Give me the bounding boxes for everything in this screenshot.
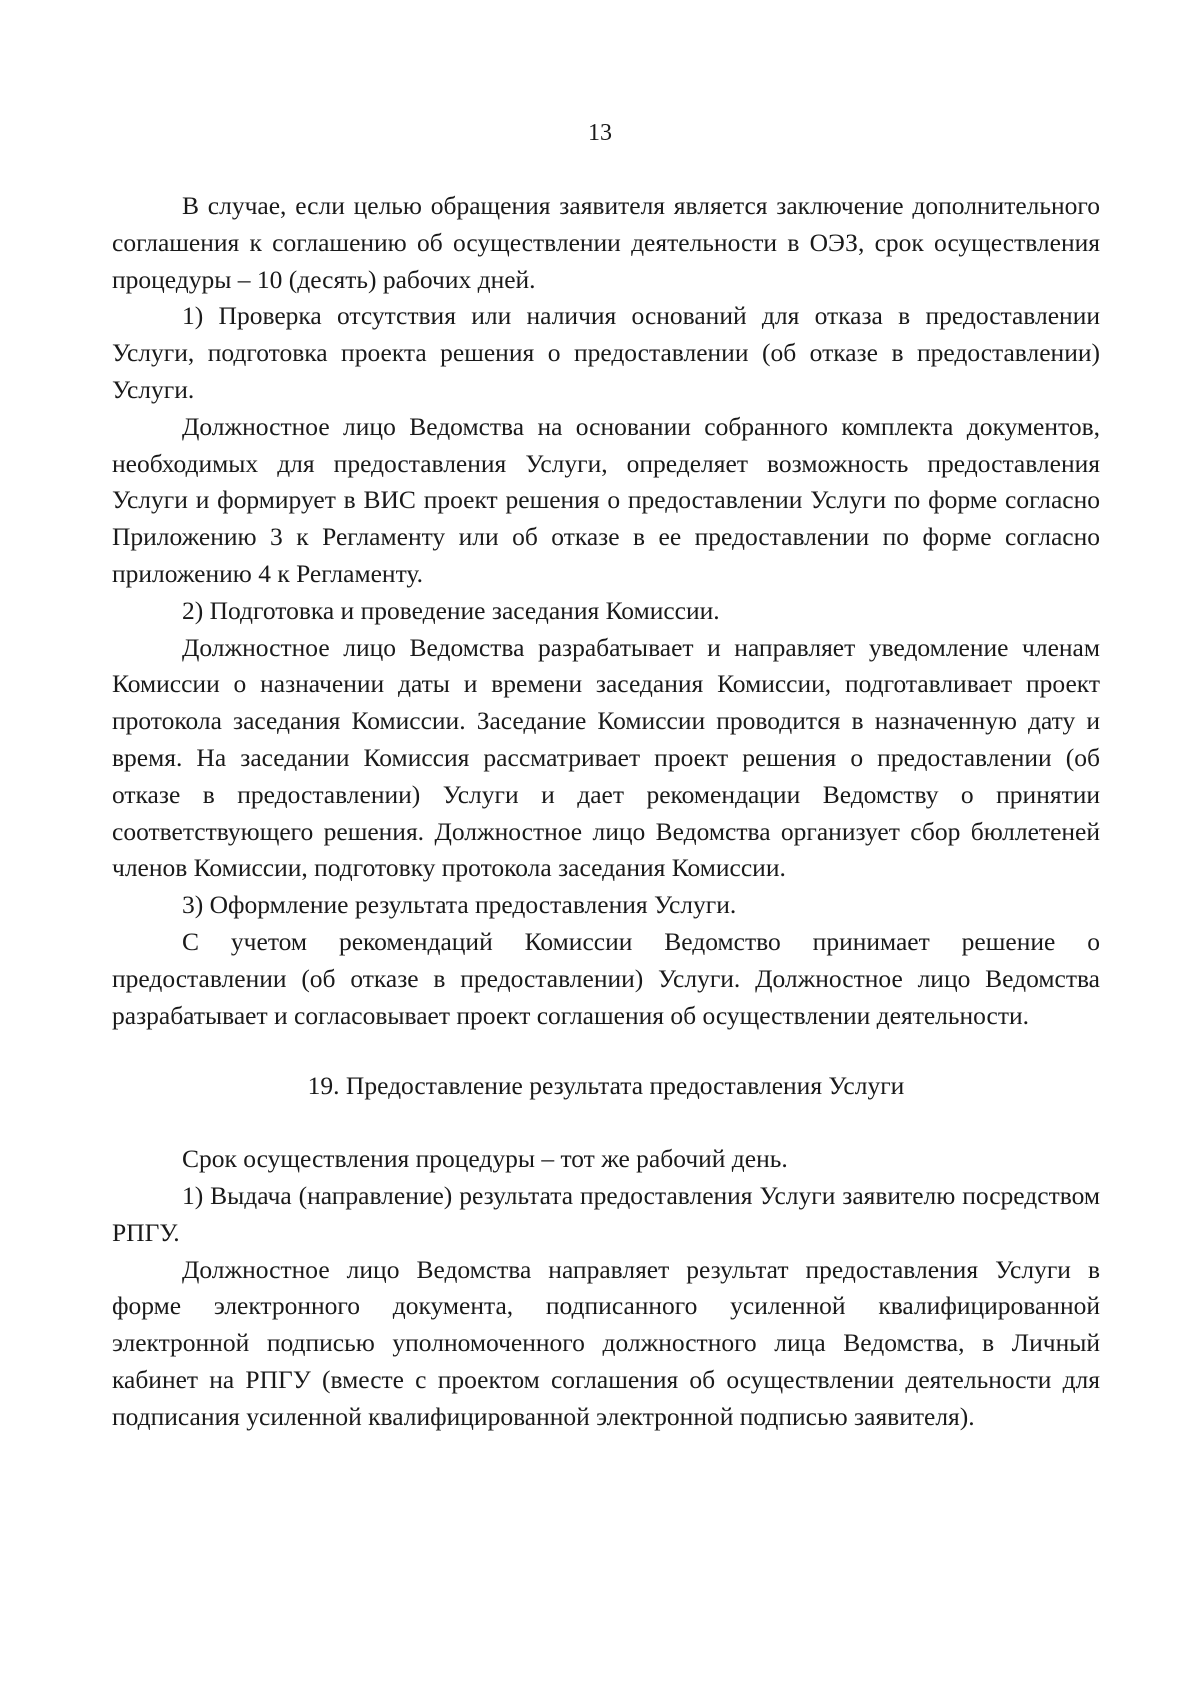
paragraph: 3) Оформление результата предоставления Услуги.: [182, 890, 737, 920]
paragraph: 1) Выдача (направление) результата предоставления Услуги заявителю посредством РПГУ.: [112, 1180, 1100, 1247]
section-heading: 19. Предоставление результата предоставления Услуги: [307, 1071, 905, 1101]
paragraph: Должностное лицо Ведомства направляет результат предоставления Услуги в форме электронного документа, подписанного усиленной квалифицированной электронной подписью уполномоченного должностного лица Ведомства, в Личный кабинет на РПГУ (вместе с проектом соглашения об осуществлении деятельности для подписания усиленной квалифицированной электронной подписью заявителя).: [112, 1254, 1100, 1431]
paragraph: Срок осуществления процедуры – тот же рабочий день.: [182, 1144, 788, 1174]
paragraph: С учетом рекомендаций Комиссии Ведомство принимает решение о предоставлении (об отказе в предоставлении) Услуги. Должностное лицо Ведомства разрабатывает и согласовывает проект соглашения об осуществлении деятельности.: [112, 926, 1100, 1030]
paragraph: В случае, если целью обращения заявителя является заключение дополнительного соглашения к соглашению об осуществлении деятельности в ОЭЗ, срок осуществления процедуры – 10 (десять) рабочих дней.: [112, 191, 1100, 294]
paragraph: 1) Проверка отсутствия или наличия оснований для отказа в предоставлении Услуги, подготовка проекта решения о предоставлении (об отказе в предоставлении) Услуги.: [112, 301, 1100, 404]
page-number: 13: [588, 120, 612, 146]
paragraph: 2) Подготовка и проведение заседания Комиссии.: [182, 595, 720, 625]
document-body: [112, 188, 1100, 1436]
paragraph: Должностное лицо Ведомства разрабатывает и направляет уведомление членам Комиссии о назначении даты и времени заседания Комиссии, подготавливает проект протокола заседания Комиссии. Заседание Комиссии проводится в назначенную дату и время. На заседании Комиссия рассматривает проект решения о предоставлении (об отказе в предоставлении) Услуги и дает рекомендации Ведомству о принятии соответствующего решения. Должностное лицо Ведомства организует сбор бюллетеней членов Комиссии, подготовку протокола заседания Комиссии.: [112, 632, 1100, 883]
paragraph: Должностное лицо Ведомства на основании собранного комплекта документов, необходимых для предоставления Услуги, определяет возможность предоставления Услуги и формирует в ВИС проект решения о предоставлении Услуги по форме согласно Приложению 3 к Регламенту или об отказе в ее предоставлении по форме согласно приложению 4 к Регламенту.: [112, 411, 1100, 588]
